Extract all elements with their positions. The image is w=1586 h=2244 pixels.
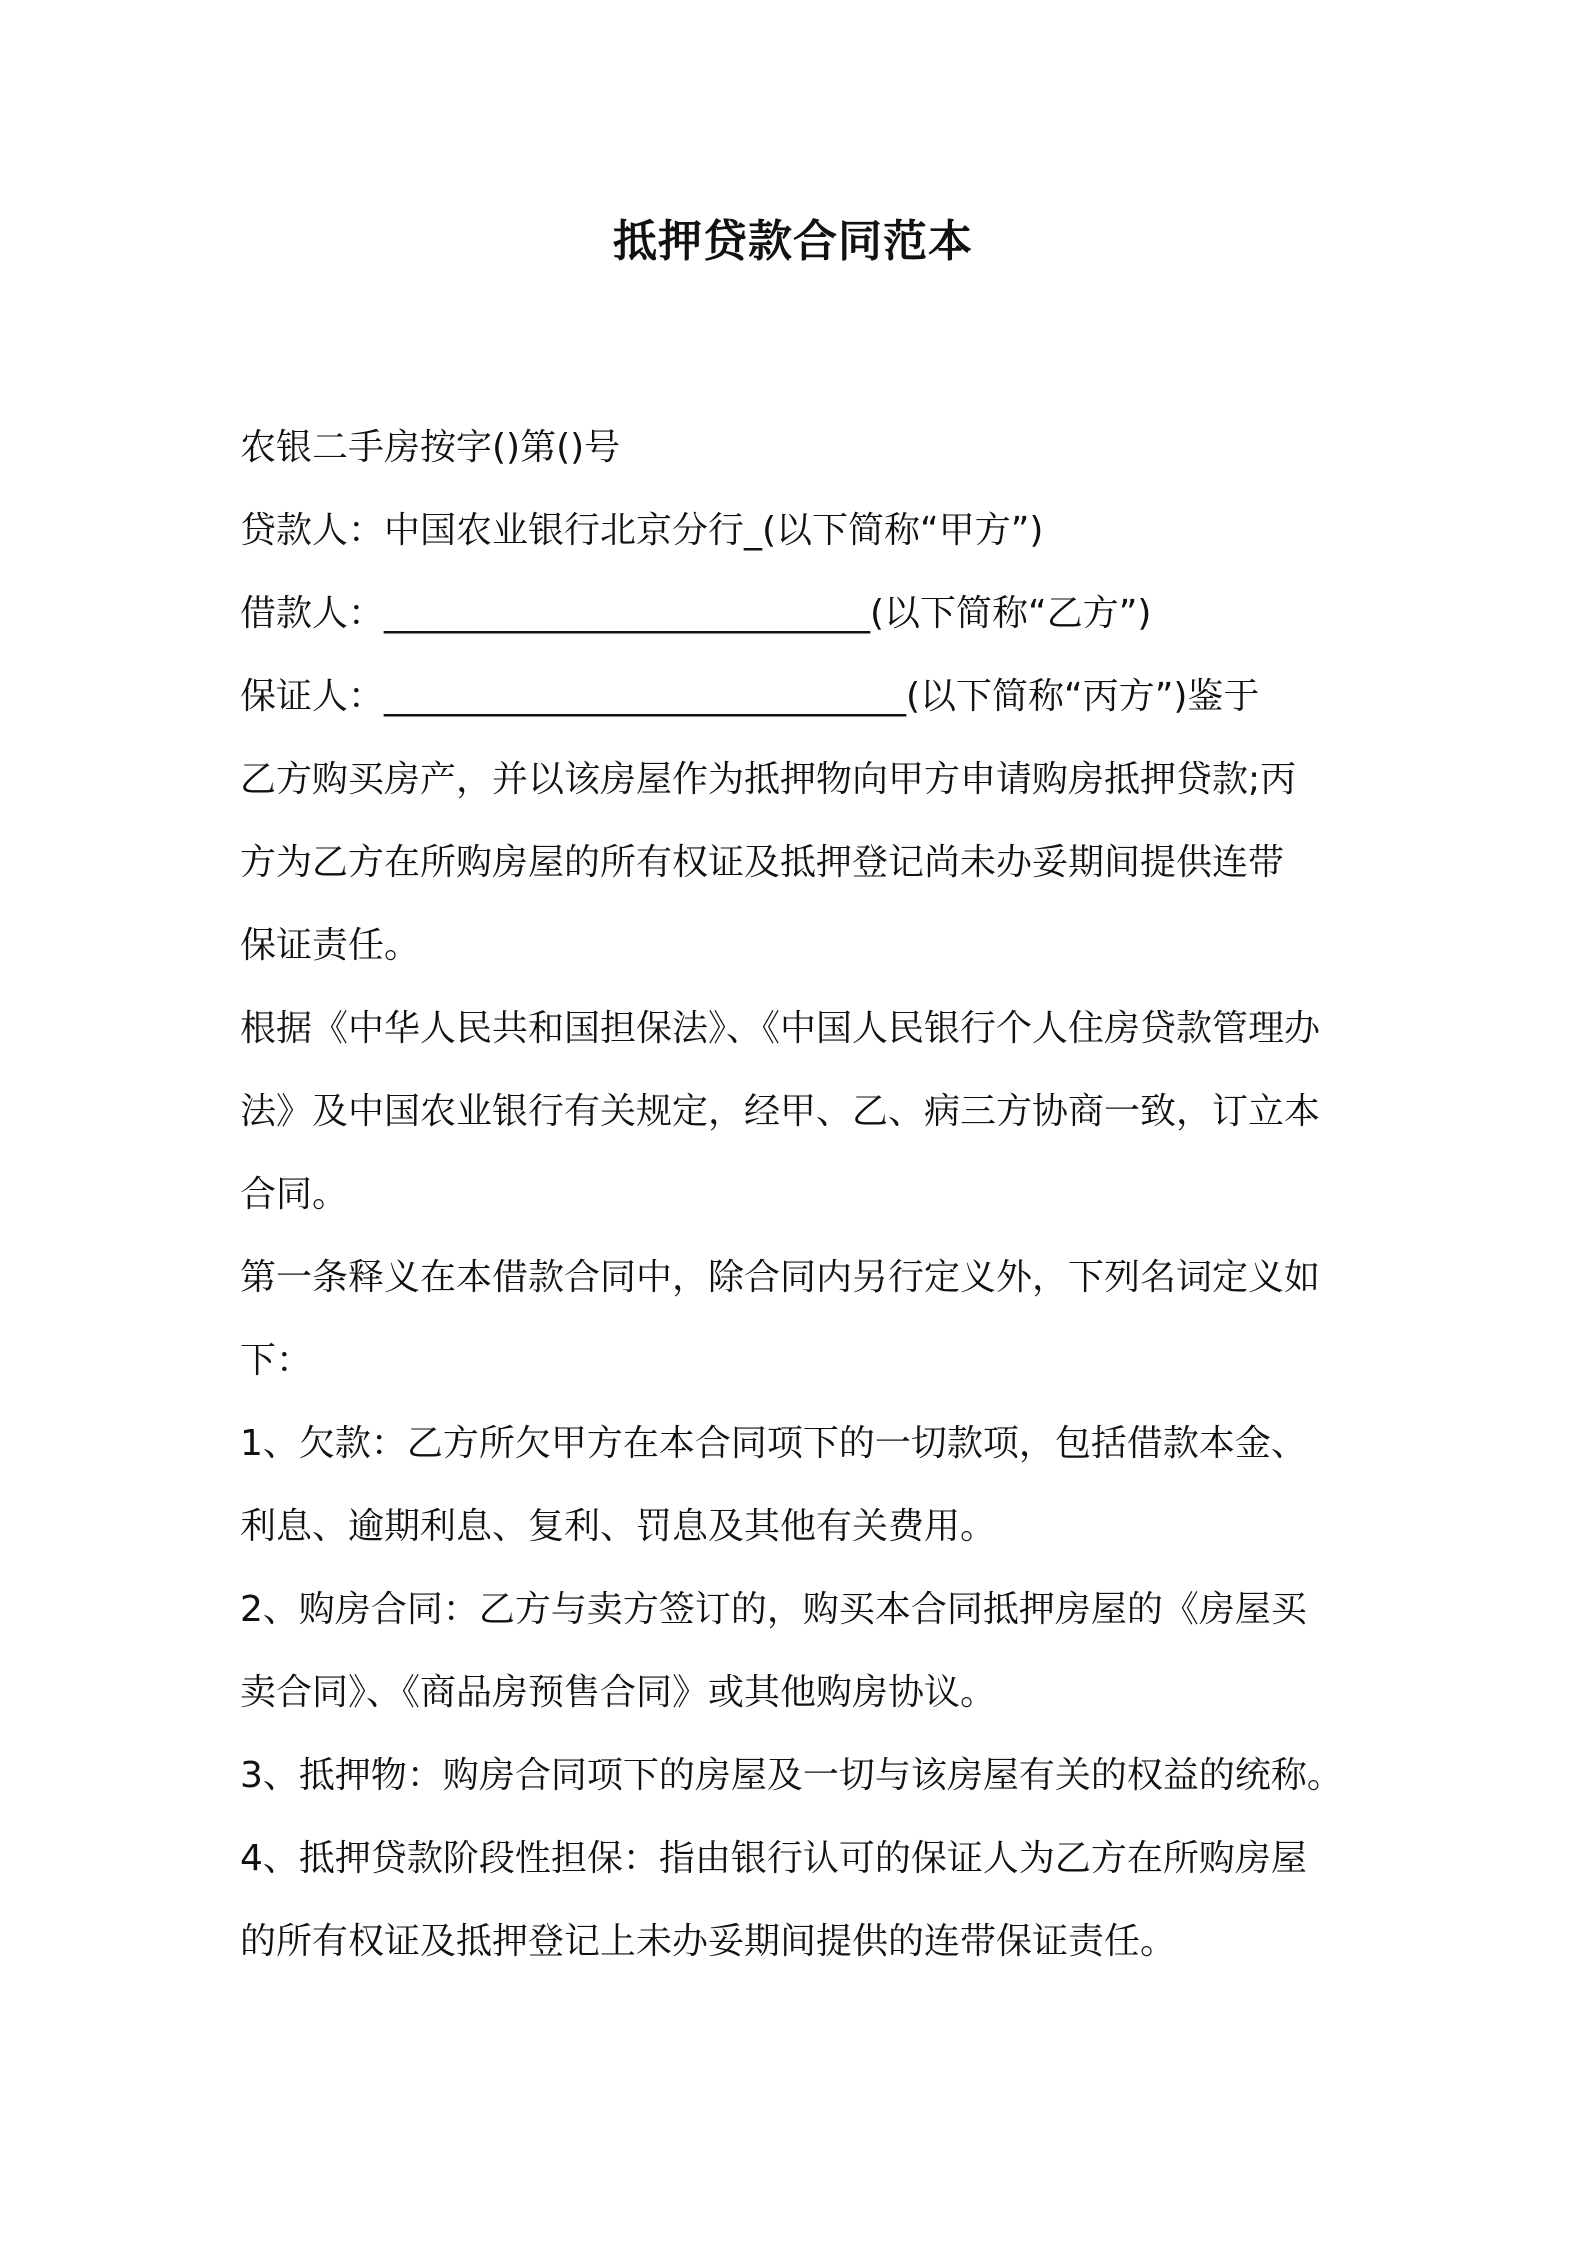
guarantor-line: 保证人：_____________________________(以下简称“丙方”)鉴于: [240, 676, 1260, 717]
body-line: 乙方购买房产，并以该房屋作为抵押物向甲方申请购房抵押贷款;丙: [240, 759, 1297, 800]
body-line: 合同。: [240, 1174, 349, 1215]
body-line: 卖合同》、《商品房预售合同》或其他购房协议。: [240, 1672, 997, 1713]
definition-item-line: 2、购房合同：乙方与卖方签订的，购买本合同抵押房屋的《房屋买: [240, 1589, 1307, 1630]
borrower-line: 借款人：___________________________(以下简称“乙方”): [240, 593, 1152, 634]
definition-item-line: 1、欠款：乙方所欠甲方在本合同项下的一切款项，包括借款本金、: [240, 1423, 1307, 1464]
document-body: [240, 406, 1370, 1983]
body-line: 方为乙方在所购房屋的所有权证及抵押登记尚未办妥期间提供连带: [240, 842, 1285, 883]
body-line: 的所有权证及抵押登记上未办妥期间提供的连带保证责任。: [240, 1921, 1177, 1962]
body-line: 法》及中国农业银行有关规定，经甲、乙、病三方协商一致，订立本: [240, 1091, 1321, 1132]
body-line: 根据《中华人民共和国担保法》、《中国人民银行个人住房贷款管理办: [240, 1008, 1321, 1049]
article-heading-line: 第一条释义在本借款合同中，除合同内另行定义外，下列名词定义如: [240, 1257, 1321, 1298]
contract-number-line: 农银二手房按字()第()号: [240, 427, 621, 468]
body-line: 利息、逾期利息、复利、罚息及其他有关费用。: [240, 1506, 997, 1547]
body-line: 下：: [240, 1340, 313, 1381]
lender-line: 贷款人：中国农业银行北京分行_(以下简称“甲方”): [240, 510, 1044, 551]
document-title: 抵押贷款合同范本: [613, 216, 973, 267]
definition-item-line: 3、抵押物：购房合同项下的房屋及一切与该房屋有关的权益的统称。: [240, 1755, 1343, 1796]
body-line: 保证责任。: [240, 925, 421, 966]
definition-item-line: 4、抵押贷款阶段性担保：指由银行认可的保证人为乙方在所购房屋: [240, 1838, 1307, 1879]
